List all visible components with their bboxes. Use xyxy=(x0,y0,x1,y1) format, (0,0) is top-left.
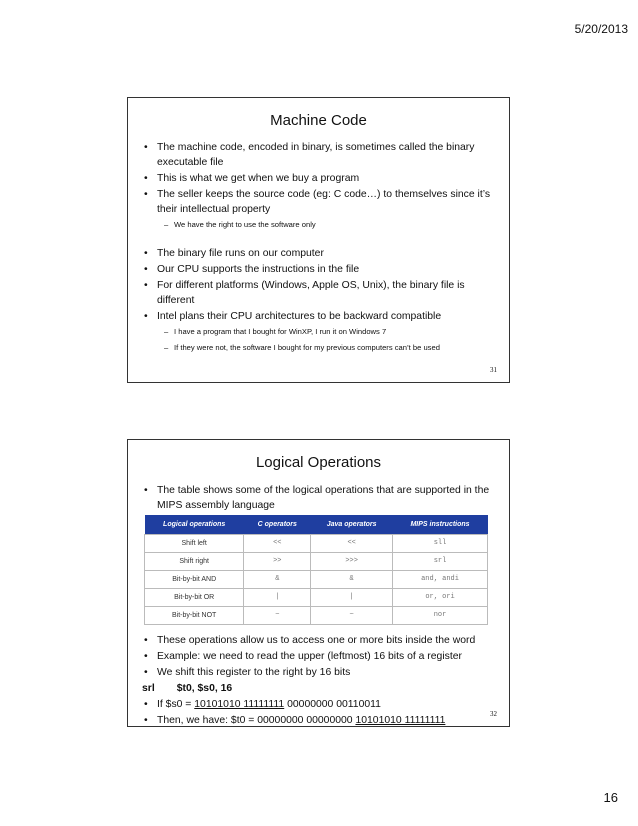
srl-args: $t0, $s0, 16 xyxy=(176,683,233,694)
sub-bullet-text: We have the right to use the software only xyxy=(174,220,316,229)
table-cell: Shift right xyxy=(145,553,244,571)
bullet: • For different platforms (Windows, Apple OS, Unix), the binary file is different xyxy=(144,280,465,306)
s0-rest: 00000000 00110011 xyxy=(284,699,381,710)
column-header: Logical operations xyxy=(145,515,244,535)
table-cell: & xyxy=(244,571,311,589)
bullet: • Example: we need to read the upper (leftmost) 16 bits of a register xyxy=(144,651,462,662)
bullet: • The table shows some of the logical operations that are supported in the MIPS assembly language xyxy=(144,485,490,511)
table-cell: >>> xyxy=(311,553,393,571)
table-cell: and, andi xyxy=(393,571,488,589)
logical-operations-table xyxy=(144,515,488,625)
bullet: • Intel plans their CPU architectures to be backward compatible xyxy=(144,311,442,322)
bullet: • Then, we have: $t0 = 00000000 00000000 10101010 11111111 xyxy=(144,715,446,726)
page-number: 16 xyxy=(603,790,618,805)
table-cell: >> xyxy=(244,553,311,571)
table-cell: nor xyxy=(393,607,488,625)
table-header-row xyxy=(145,515,488,535)
table-cell: << xyxy=(244,535,311,553)
bullet-text: We shift this register to the right by 16 bits xyxy=(157,667,351,678)
table-cell: Bit-by-bit OR xyxy=(145,589,244,607)
column-header: C operators xyxy=(244,515,311,535)
bullet-text: For different platforms (Windows, Apple OS, Unix), the binary file is different xyxy=(157,280,465,306)
table-cell: Bit-by-bit AND xyxy=(145,571,244,589)
bullet: • The seller keeps the source code (eg: C code…) to themselves since it’s their intellectual property xyxy=(144,189,491,215)
date: 5/20/2013 xyxy=(574,22,628,36)
bullet: • This is what we get when we buy a program xyxy=(144,173,360,184)
table-row xyxy=(145,553,488,571)
slide-machine-code xyxy=(127,97,510,383)
s0-underlined-bits: 10101010 11111111 xyxy=(194,699,285,710)
slide-logical-operations xyxy=(127,439,510,727)
bullet: • These operations allow us to access one or more bits inside the word xyxy=(144,635,476,646)
table-cell: srl xyxy=(393,553,488,571)
table-cell: | xyxy=(311,589,393,607)
t0-prefix: Then, we have: $t0 = 00000000 00000000 xyxy=(157,715,356,726)
table-cell: ~ xyxy=(244,607,311,625)
bullet: • The binary file runs on our computer xyxy=(144,248,324,259)
bullet-text: Intel plans their CPU architectures to be backward compatible xyxy=(157,311,442,322)
table-cell: Shift left xyxy=(145,535,244,553)
table-cell: ~ xyxy=(311,607,393,625)
bullet: • If $s0 = 10101010 11111111 00000000 00110011 xyxy=(144,699,381,710)
slide-content xyxy=(144,140,497,357)
s0-prefix: If $s0 = xyxy=(157,699,195,710)
sub-bullet-text: I have a program that I bought for WinXP, I run it on Windows 7 xyxy=(174,327,387,336)
bullet-text: The binary file runs on our computer xyxy=(157,248,324,259)
bullet-text: Our CPU supports the instructions in the file xyxy=(157,264,360,275)
table-row xyxy=(145,535,488,553)
bullet-text: The seller keeps the source code (eg: C code…) to themselves since it’s their intellectual property xyxy=(157,189,491,215)
column-header: MIPS instructions xyxy=(393,515,488,535)
slide-title: Logical Operations xyxy=(255,454,382,471)
sub-bullet: – We have the right to use the software only xyxy=(164,220,316,229)
bullet: • We shift this register to the right by 16 bits xyxy=(144,667,351,678)
slide-number: 32 xyxy=(490,710,497,718)
bullet-text: These operations allow us to access one or more bits inside the word xyxy=(157,635,476,646)
column-header: Java operators xyxy=(311,515,393,535)
table-cell: sll xyxy=(393,535,488,553)
table-cell: << xyxy=(311,535,393,553)
table-cell: & xyxy=(311,571,393,589)
srl-instruction xyxy=(142,681,497,696)
bullet: • Our CPU supports the instructions in the file xyxy=(144,264,360,275)
bullet-text: This is what we get when we buy a program xyxy=(157,173,360,184)
sub-bullet-text: If they were not, the software I bought for my previous computers can’t be used xyxy=(174,343,440,352)
bullet: • The machine code, encoded in binary, is sometimes called the binary executable file xyxy=(144,142,475,168)
bullet-text: The table shows some of the logical operations that are supported in the MIPS assembly language xyxy=(157,485,490,511)
bullet-text: The machine code, encoded in binary, is sometimes called the binary executable file xyxy=(157,142,475,168)
srl-opcode: srl xyxy=(142,683,155,694)
slide-title: Machine Code xyxy=(270,112,367,129)
table-row xyxy=(145,571,488,589)
table-cell: | xyxy=(244,589,311,607)
sub-bullet: – If they were not, the software I bought for my previous computers can’t be used xyxy=(164,343,440,352)
table-cell: or, ori xyxy=(393,589,488,607)
table-row xyxy=(145,607,488,625)
slide-content xyxy=(144,483,497,729)
t0-underlined-bits: 10101010 11111111 xyxy=(355,715,446,726)
table-cell: Bit-by-bit NOT xyxy=(145,607,244,625)
bullet-text: Example: we need to read the upper (leftmost) 16 bits of a register xyxy=(157,651,462,662)
table-row xyxy=(145,589,488,607)
slide-number: 31 xyxy=(490,366,497,374)
sub-bullet: – I have a program that I bought for WinXP, I run it on Windows 7 xyxy=(164,327,387,336)
